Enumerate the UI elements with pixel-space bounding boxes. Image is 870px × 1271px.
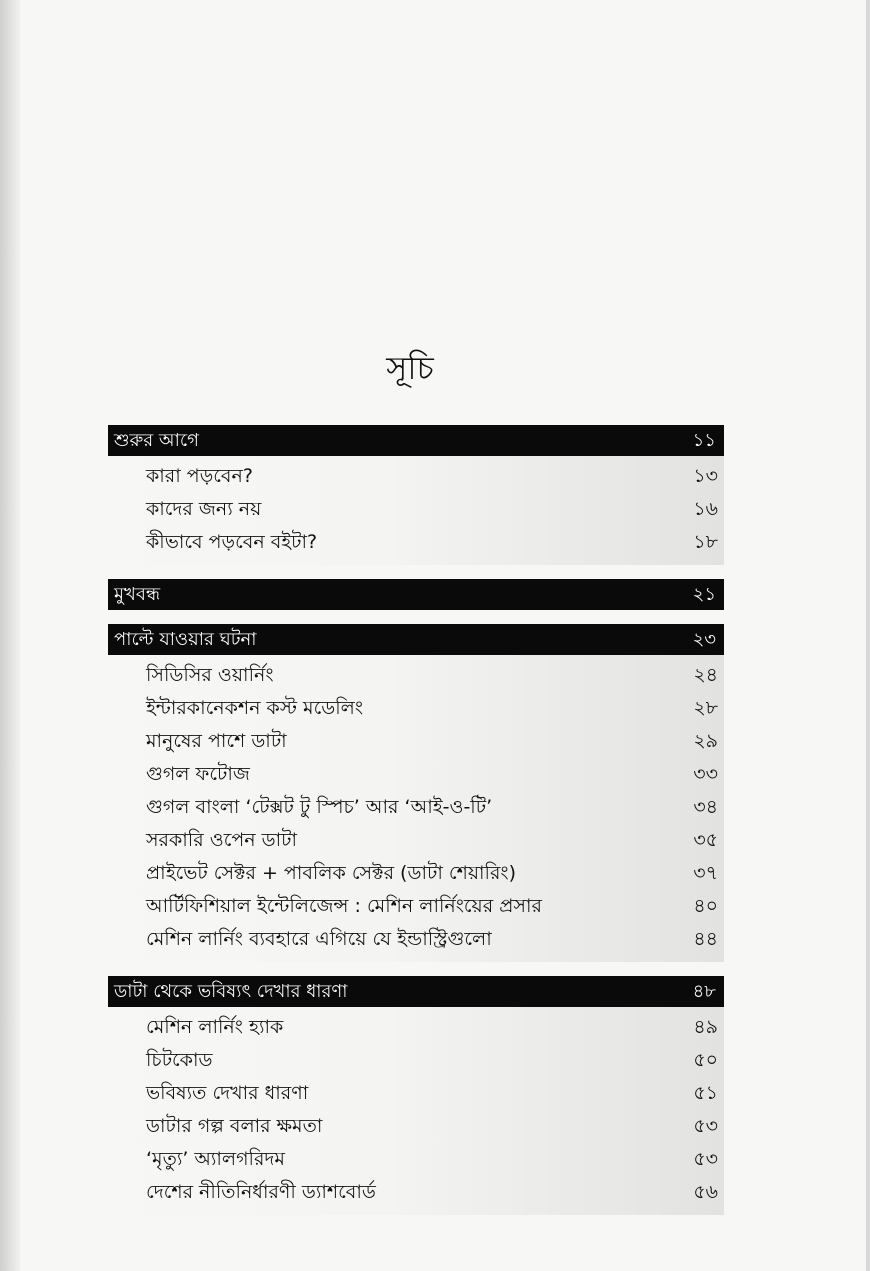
entry-label: গুগল বাংলা ‘টেক্সট টু স্পিচ’ আর ‘আই-ও-টি’ bbox=[146, 796, 493, 818]
toc-entry[interactable] bbox=[108, 890, 724, 923]
toc-entry[interactable] bbox=[108, 1044, 724, 1077]
entry-label: আর্টিফিশিয়াল ইন্টেলিজেন্স : মেশিন লার্নিংয়ের প্রসার bbox=[146, 895, 542, 917]
table-of-contents bbox=[108, 425, 724, 1229]
section-header[interactable] bbox=[108, 624, 724, 655]
entry-page-number: ৩৭ bbox=[693, 862, 718, 884]
entry-page-number: ৫৩ bbox=[693, 1148, 718, 1170]
entry-page-number: ১৩ bbox=[693, 465, 718, 487]
toc-entry[interactable] bbox=[108, 460, 724, 493]
toc-entry[interactable] bbox=[108, 1077, 724, 1110]
entry-page-number: ৩৫ bbox=[693, 829, 718, 851]
toc-entry[interactable] bbox=[108, 1011, 724, 1044]
entry-page-number: ৪০ bbox=[693, 895, 718, 917]
entry-page-number: ৫৬ bbox=[693, 1181, 718, 1203]
toc-entry[interactable] bbox=[108, 725, 724, 758]
entry-label: কাদের জন্য নয় bbox=[146, 498, 262, 520]
toc-section bbox=[108, 425, 724, 565]
toc-entry[interactable] bbox=[108, 923, 724, 956]
entry-page-number: ৩৪ bbox=[693, 796, 718, 818]
entry-label: সিডিসির ওয়ার্নিং bbox=[146, 664, 274, 686]
section-heading: পাল্টে যাওয়ার ঘটনা bbox=[114, 629, 257, 650]
toc-entry[interactable] bbox=[108, 791, 724, 824]
entry-page-number: ৫০ bbox=[693, 1049, 718, 1071]
toc-entry[interactable] bbox=[108, 659, 724, 692]
entry-label: চিটকোড bbox=[146, 1049, 213, 1071]
entry-label: ‘মৃত্যু’ অ্যালগরিদম bbox=[146, 1148, 285, 1170]
section-header[interactable] bbox=[108, 425, 724, 456]
entry-page-number: ২৯ bbox=[693, 730, 718, 752]
entry-page-number: ৪৯ bbox=[693, 1016, 718, 1038]
entry-page-number: ৪৪ bbox=[693, 928, 718, 950]
toc-entry[interactable] bbox=[108, 493, 724, 526]
entry-page-number: ৩৩ bbox=[693, 763, 718, 785]
toc-section bbox=[108, 624, 724, 962]
section-page-number: ২৩ bbox=[692, 629, 716, 650]
entry-label: মানুষের পাশে ডাটা bbox=[146, 730, 287, 752]
entry-label: সরকারি ওপেন ডাটা bbox=[146, 829, 297, 851]
page-edge-shadow bbox=[0, 0, 20, 1271]
entry-label: কীভাবে পড়বেন বইটা? bbox=[146, 531, 318, 553]
page-title: সূচি bbox=[386, 349, 434, 387]
toc-entry[interactable] bbox=[108, 526, 724, 559]
section-page-number: ৪৮ bbox=[692, 981, 716, 1002]
section-heading: শুরুর আগে bbox=[114, 430, 199, 451]
entry-label: ভবিষ্যত দেখার ধারণা bbox=[146, 1082, 309, 1104]
entry-label: মেশিন লার্নিং ব্যবহারে এগিয়ে যে ইন্ডাস্ট্রিগুলো bbox=[146, 928, 492, 950]
toc-section bbox=[108, 976, 724, 1215]
entry-label: ইন্টারকানেকশন কস্ট মডেলিং bbox=[146, 697, 364, 719]
toc-entry[interactable] bbox=[108, 758, 724, 791]
entry-label: গুগল ফটোজ bbox=[146, 763, 250, 785]
entry-page-number: ৫১ bbox=[693, 1082, 718, 1104]
entry-page-number: ২৪ bbox=[693, 664, 718, 686]
section-entries bbox=[108, 1007, 724, 1215]
section-page-number: ১১ bbox=[692, 430, 716, 451]
entry-label: ডাটার গল্প বলার ক্ষমতা bbox=[146, 1115, 323, 1137]
entry-label: মেশিন লার্নিং হ্যাক bbox=[146, 1016, 284, 1038]
section-header[interactable] bbox=[108, 579, 724, 610]
section-page-number: ২১ bbox=[692, 584, 716, 605]
section-entries bbox=[108, 655, 724, 962]
entry-page-number: ১৬ bbox=[693, 498, 718, 520]
section-header[interactable] bbox=[108, 976, 724, 1007]
toc-entry[interactable] bbox=[108, 824, 724, 857]
entry-label: দেশের নীতিনির্ধারণী ড্যাশবোর্ড bbox=[146, 1181, 376, 1203]
entry-label: প্রাইভেট সেক্টর + পাবলিক সেক্টর (ডাটা শেয়ারিং) bbox=[146, 862, 516, 884]
toc-entry[interactable] bbox=[108, 1143, 724, 1176]
toc-entry[interactable] bbox=[108, 1176, 724, 1209]
section-entries bbox=[108, 456, 724, 565]
entry-page-number: ২৮ bbox=[693, 697, 718, 719]
section-heading: ডাটা থেকে ভবিষ্যৎ দেখার ধারণা bbox=[114, 981, 348, 1002]
section-heading: মুখবন্ধ bbox=[114, 584, 161, 605]
toc-entry[interactable] bbox=[108, 857, 724, 890]
toc-section bbox=[108, 579, 724, 610]
page-edge-right bbox=[866, 0, 870, 1271]
entry-page-number: ১৮ bbox=[693, 531, 718, 553]
entry-label: কারা পড়বেন? bbox=[146, 465, 253, 487]
toc-entry[interactable] bbox=[108, 692, 724, 725]
toc-entry[interactable] bbox=[108, 1110, 724, 1143]
entry-page-number: ৫৩ bbox=[693, 1115, 718, 1137]
